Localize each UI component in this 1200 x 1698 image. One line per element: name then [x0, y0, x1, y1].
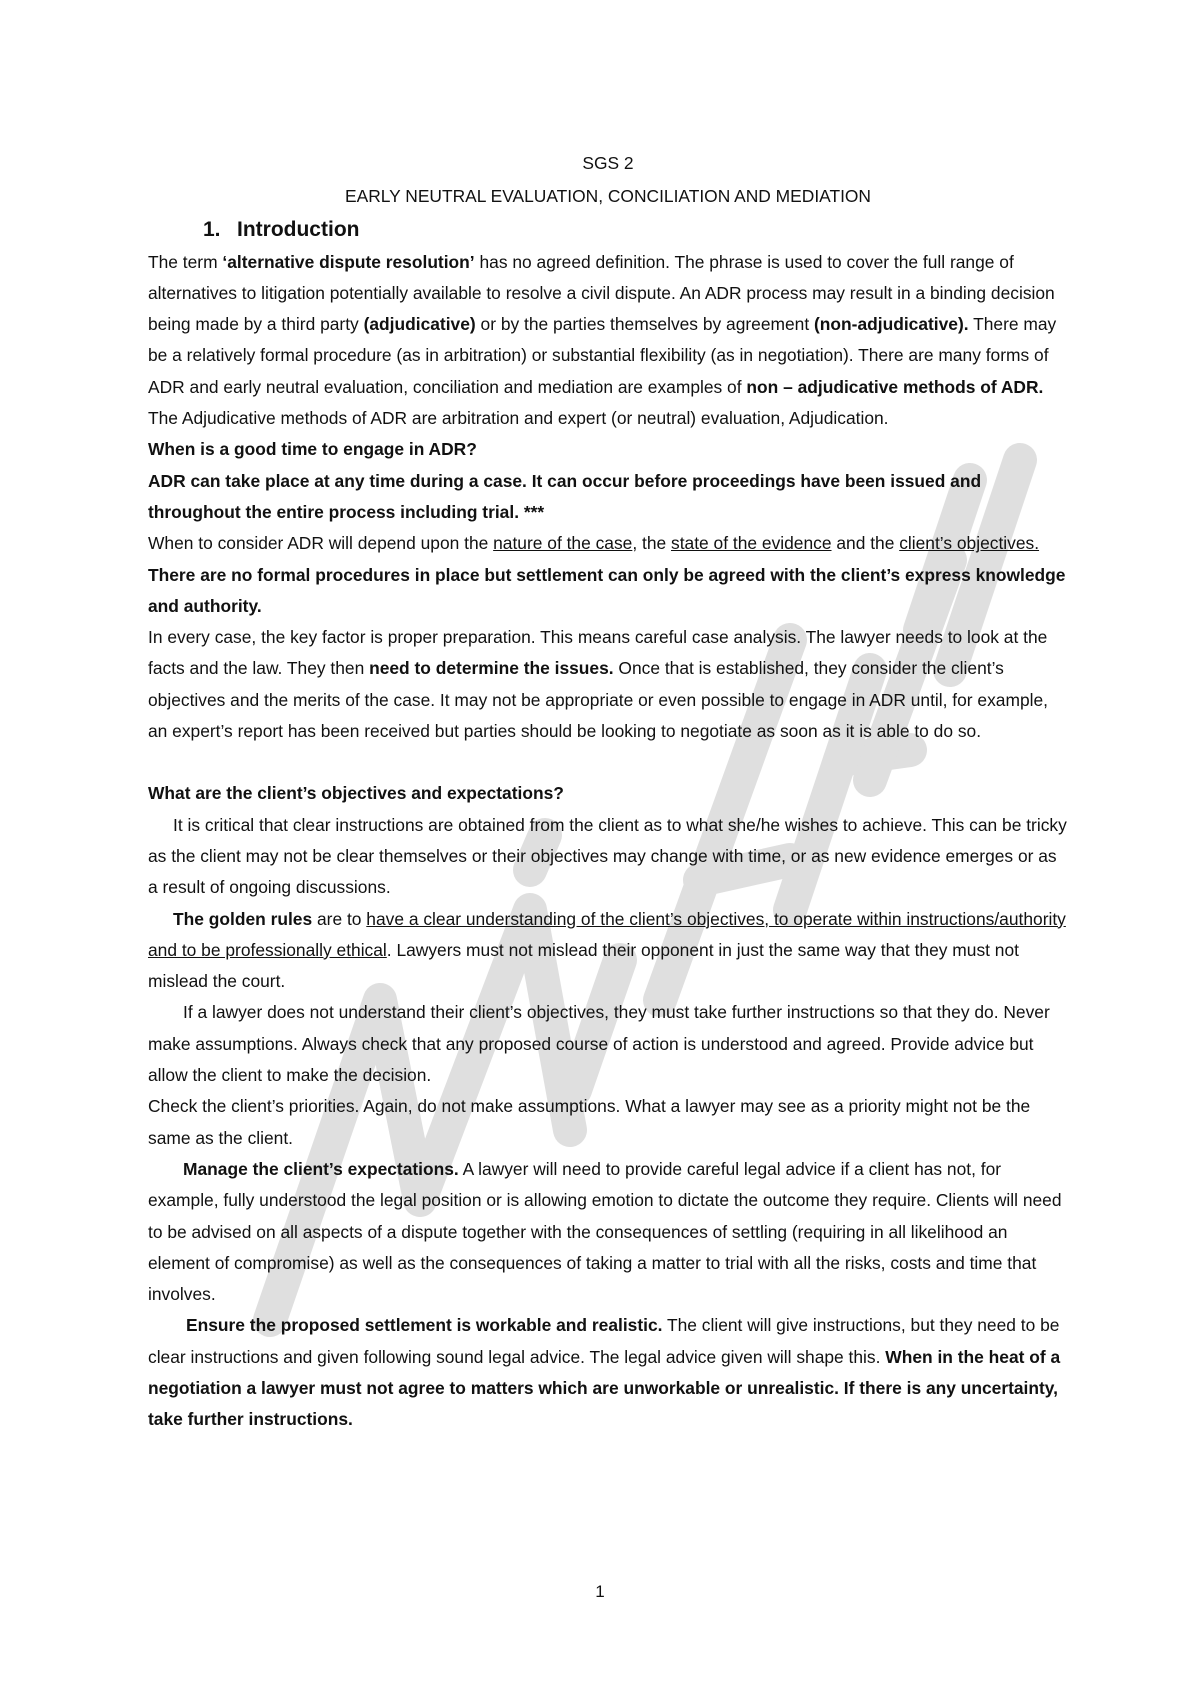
instructions-paragraph: It is critical that clear instructions are obtained from the client as to what she/he wishes to achieve. This can be tricky as the client may not be clear themselves or their objectives may change with time, or as new evidence emerges or as a result of ongoing discussions. [148, 814, 1067, 898]
document-body [148, 148, 1068, 1436]
adr-term: ‘alternative dispute resolution’ [222, 251, 475, 272]
nature-of-case: nature of the case [493, 533, 633, 554]
expectations-text: A lawyer will need to provide careful legal advice if a client has not, for example, fully understood the legal position or is allowing emotion to dictate the outcome they require. Clients will need to be advised on all aspects of a dispute together with the consequences of settling (requiring in all likelihood an element of compromise) as well as the consequences of taking a matter to trial with all the risks, costs and time that involves. [148, 1158, 1062, 1305]
preparation-text: In every case, the key factor is proper preparation. This means careful case analysis. The lawyer needs to look at the facts and the law. They then [148, 627, 1048, 679]
golden-rules-label: The golden rules [173, 908, 313, 929]
consider-text: When to consider ADR will depend upon the [148, 533, 494, 554]
manage-expectations-label: Manage the client’s expectations. [183, 1158, 459, 1179]
expectations-paragraph [148, 1154, 1068, 1310]
intro-paragraph [148, 247, 1068, 403]
settlement-authority: There are no formal procedures in place but settlement can only be agreed with the client’s express knowledge and authority. [148, 564, 1066, 616]
paragraph-gap [148, 747, 1068, 778]
when-answer: ADR can take place at any time during a case. It can occur before proceedings have been issued and throughout the entire process including trial. *** [148, 470, 982, 522]
document-code: SGS 2 [582, 153, 634, 173]
when-question: When is a good time to engage in ADR? [148, 439, 477, 460]
golden-rules-text: . Lawyers must not mislead their opponent in just the same way that they must not mislead the court. [148, 939, 1019, 992]
section-heading [203, 213, 1068, 247]
consider-paragraph [148, 528, 1068, 622]
workable-settlement-label: Ensure the proposed settlement is workable and realistic. [186, 1315, 663, 1336]
section-title: Introduction [237, 217, 360, 241]
further-instructions-paragraph: If a lawyer does not understand their client’s objectives, they must take further instructions so that they do. Never make assumptions. Always check that any proposed course of action is understood and agreed. Provide advice but allow the client to make the decision. [148, 1002, 1050, 1086]
state-of-evidence: state of the evidence [671, 533, 832, 554]
document-title: EARLY NEUTRAL EVALUATION, CONCILIATION AND MEDIATION [345, 186, 871, 207]
priorities-paragraph: Check the client’s priorities. Again, do not make assumptions. What a lawyer may see as a priority might not be the same as the client. [148, 1096, 1031, 1148]
negotiation-warning: When in the heat of a negotiation a lawyer must not agree to matters which are unworkable or unrealistic. If there is any uncertainty, take further instructions. [148, 1346, 1061, 1430]
golden-rules-paragraph [148, 904, 1068, 998]
intro-text: There may be a relatively formal procedure (as in arbitration) or substantial flexibility (as in negotiation). There are many forms of ADR and early neutral evaluation, conciliation and mediation are examples of [148, 314, 1057, 397]
intro-text: or by the parties themselves by agreement [475, 314, 815, 335]
client-objectives: client’s objectives. [899, 533, 1040, 554]
consider-text: and the [831, 533, 900, 554]
objectives-heading: What are the client’s objectives and expectations? [148, 783, 564, 804]
non-adjudicative-term: (non-adjudicative). [814, 314, 969, 335]
adjudicative-term: (adjudicative) [363, 314, 476, 335]
intro-text: The term [148, 251, 223, 272]
settlement-paragraph [148, 1310, 1068, 1435]
preparation-paragraph [148, 622, 1068, 747]
adjudicative-methods-paragraph: The Adjudicative methods of ADR are arbitration and expert (or neutral) evaluation, Adjudication. [148, 408, 889, 429]
section-number: 1. [203, 217, 221, 241]
intro-text: has no agreed definition. The phrase is used to cover the full range of alternatives to litigation potentially available to resolve a civil dispute. An ADR process may result in a binding decision being made by a third party [148, 251, 1055, 335]
determine-issues: need to determine the issues. [369, 658, 614, 679]
golden-rules-text: are to [312, 908, 367, 929]
settlement-text: The client will give instructions, but they need to be clear instructions and given following sound legal advice. The legal advice given will shape this. [148, 1315, 1060, 1367]
consider-text: , the [632, 533, 672, 554]
preparation-text: Once that is established, they consider the client’s objectives and the merits of the case. It may not be appropriate or even possible to engage in ADR until, for example, an expert’s report has been received but parties should be looking to negotiate as soon as it is able to do so. [148, 658, 1048, 742]
page-number: 1 [595, 1582, 605, 1601]
non-adjudicative-methods-term: non – adjudicative methods of ADR. [746, 376, 1044, 397]
golden-rules-list: have a clear understanding of the client’s objectives, to operate within instructions/authority and to be professionally ethical [148, 908, 1066, 960]
